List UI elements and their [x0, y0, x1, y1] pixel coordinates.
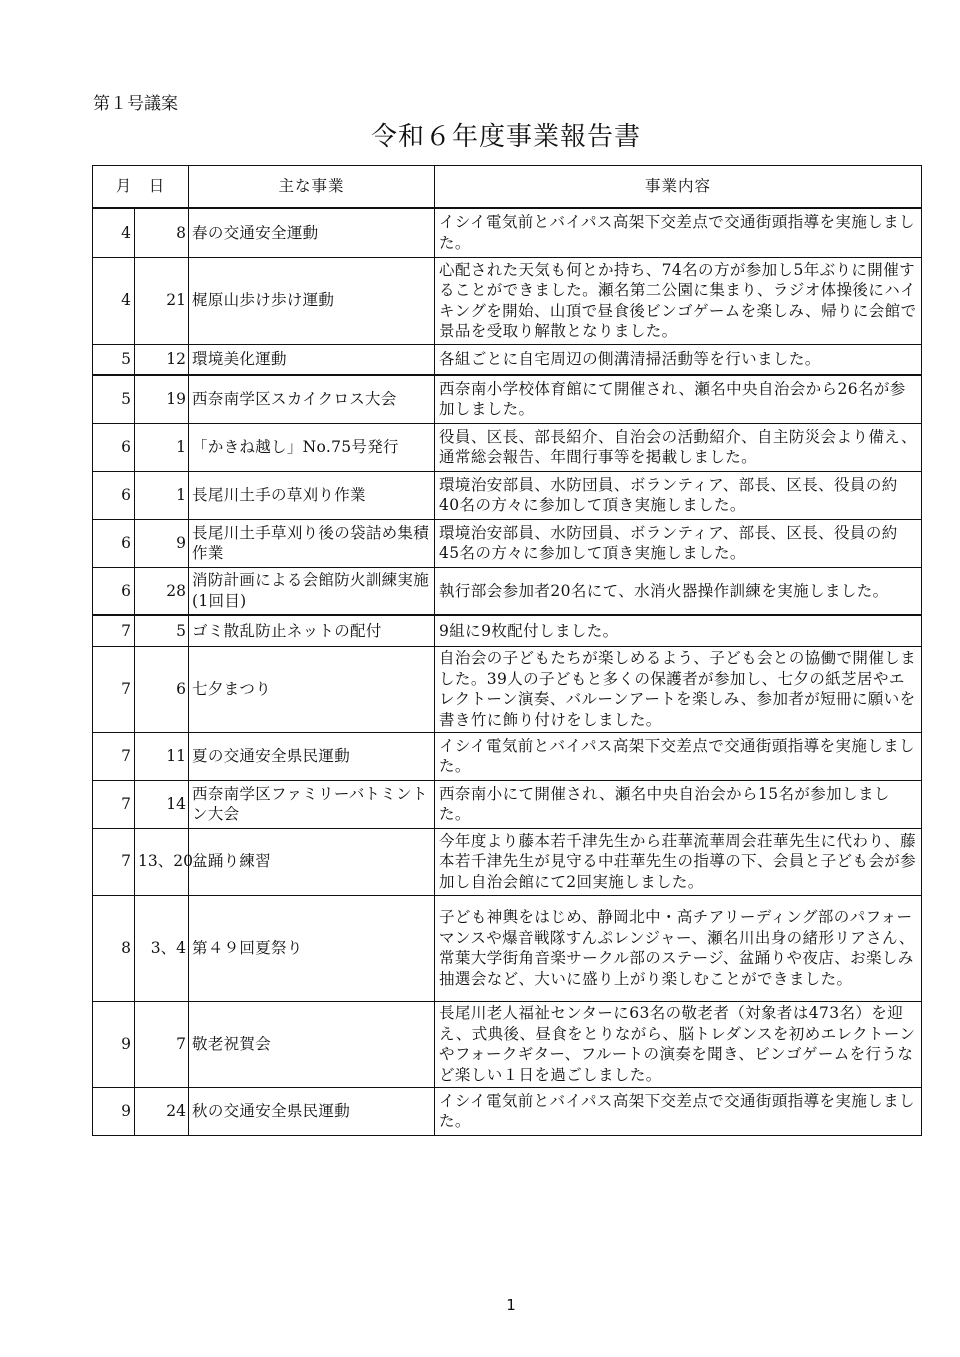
row-event: 第４９回夏祭り — [189, 895, 435, 1001]
row-event: 西奈南学区ファミリーバトミントン大会 — [189, 780, 435, 828]
row-details: 西奈南小にて開催され、瀬名中央自治会から15名が参加しました。 — [435, 780, 922, 828]
row-month: 7 — [93, 732, 135, 780]
table-row — [93, 828, 922, 895]
row-month: 6 — [93, 567, 135, 615]
row-event: ゴミ散乱防止ネットの配付 — [189, 615, 435, 646]
row-event: 春の交通安全運動 — [189, 208, 435, 257]
table-row — [93, 471, 922, 519]
row-details: 今年度より藤本若千津先生から荘華流華周会荘華先生に代わり、藤本若千津先生が見守る中荘華先生の指導の下、会員と子ども会が参加し自治会館にて2回実施しました。 — [435, 828, 922, 895]
row-details: 環境治安部員、水防団員、ボランティア、部長、区長、役員の約45名の方々に参加して頂き実施しました。 — [435, 519, 922, 567]
row-month: 5 — [93, 375, 135, 423]
agenda-label: 第１号議案 — [93, 94, 178, 114]
table-row — [93, 895, 922, 1001]
row-event: 消防計画による会館防火訓練実施(1回目) — [189, 567, 435, 615]
row-month: 9 — [93, 1001, 135, 1087]
row-details: イシイ電気前とバイパス高架下交差点で交通街頭指導を実施しました。 — [435, 1087, 922, 1135]
row-event: 梶原山歩け歩け運動 — [189, 257, 435, 344]
table-row — [93, 780, 922, 828]
table-row — [93, 567, 922, 615]
row-day: 12 — [135, 344, 189, 375]
col-header-month-day: 月 日 — [93, 166, 189, 209]
row-day: 11 — [135, 732, 189, 780]
row-details: 長尾川老人福祉センターに63名の敬老者（対象者は473名）を迎え、式典後、昼食をとりながら、脳トレダンスを初めエレクトーンやフォークギター、フルートの演奏を聞き、ビンゴゲームを行うなど楽しい１日を過ごしました。 — [435, 1001, 922, 1087]
row-event: 七夕まつり — [189, 646, 435, 732]
row-day: 1 — [135, 471, 189, 519]
row-day: 7 — [135, 1001, 189, 1087]
row-event: 盆踊り練習 — [189, 828, 435, 895]
row-event: 長尾川土手草刈り後の袋詰め集積作業 — [189, 519, 435, 567]
row-details: イシイ電気前とバイパス高架下交差点で交通街頭指導を実施しました。 — [435, 208, 922, 257]
row-event: 長尾川土手の草刈り作業 — [189, 471, 435, 519]
row-details: 役員、区長、部長紹介、自治会の活動紹介、自主防災会より備え、通常総会報告、年間行事等を掲載しました。 — [435, 423, 922, 471]
row-details: 子ども神輿をはじめ、静岡北中・高チアリーディング部のパフォーマンスや爆音戦隊すんぷレンジャー、瀬名川出身の緒形リアさん、常葉大学街角音楽サークル部のステージ、盆踊りや夜店、お楽しみ抽選会など、大いに盛り上がり楽しむことができました。 — [435, 895, 922, 1001]
row-details: 9組に9枚配付しました。 — [435, 615, 922, 646]
row-details: 執行部会参加者20名にて、水消火器操作訓練を実施しました。 — [435, 567, 922, 615]
row-month: 4 — [93, 208, 135, 257]
row-month: 6 — [93, 471, 135, 519]
row-day: 6 — [135, 646, 189, 732]
table-row — [93, 344, 922, 375]
table-row — [93, 423, 922, 471]
row-month: 7 — [93, 780, 135, 828]
report-table — [92, 165, 922, 1136]
row-event: 夏の交通安全県民運動 — [189, 732, 435, 780]
row-month: 5 — [93, 344, 135, 375]
row-details: 環境治安部員、水防団員、ボランティア、部長、区長、役員の約40名の方々に参加して頂き実施しました。 — [435, 471, 922, 519]
table-row — [93, 1001, 922, 1087]
row-day: 14 — [135, 780, 189, 828]
col-header-event: 主な事業 — [189, 166, 435, 209]
table-row — [93, 615, 922, 646]
row-month: 9 — [93, 1087, 135, 1135]
row-month: 6 — [93, 423, 135, 471]
row-day: 24 — [135, 1087, 189, 1135]
table-row — [93, 208, 922, 257]
row-day: 3、4 — [135, 895, 189, 1001]
row-month: 8 — [93, 895, 135, 1001]
page-number: 1 — [506, 1296, 516, 1314]
row-month: 7 — [93, 828, 135, 895]
row-month: 6 — [93, 519, 135, 567]
row-details: イシイ電気前とバイパス高架下交差点で交通街頭指導を実施しました。 — [435, 732, 922, 780]
row-day: 13、20 — [135, 828, 189, 895]
row-details: 西奈南小学校体育館にて開催され、瀬名中央自治会から26名が参加しました。 — [435, 375, 922, 423]
row-day: 9 — [135, 519, 189, 567]
row-day: 21 — [135, 257, 189, 344]
row-day: 19 — [135, 375, 189, 423]
table-row — [93, 519, 922, 567]
row-event: 敬老祝賀会 — [189, 1001, 435, 1087]
row-event: 「かきね越し」No.75号発行 — [189, 423, 435, 471]
row-day: 8 — [135, 208, 189, 257]
row-details: 各組ごとに自宅周辺の側溝清掃活動等を行いました。 — [435, 344, 922, 375]
row-day: 1 — [135, 423, 189, 471]
row-month: 7 — [93, 615, 135, 646]
row-day: 28 — [135, 567, 189, 615]
report-title: 令和６年度事業報告書 — [370, 122, 641, 152]
table-row — [93, 375, 922, 423]
table-row — [93, 1087, 922, 1135]
row-details: 心配された天気も何とか持ち、74名の方が参加し5年ぶりに開催することができました。瀬名第二公園に集まり、ラジオ体操後にハイキングを開始、山頂で昼食後ビンゴゲームを楽しみ、帰りに会館で景品を受取り解散となりました。 — [435, 257, 922, 344]
table-header-row — [93, 166, 922, 209]
row-event: 西奈南学区スカイクロス大会 — [189, 375, 435, 423]
row-month: 4 — [93, 257, 135, 344]
table-row — [93, 732, 922, 780]
row-month: 7 — [93, 646, 135, 732]
row-details: 自治会の子どもたちが楽しめるよう、子ども会との協働で開催しました。39人の子どもと多くの保護者が参加し、七夕の紙芝居やエレクトーン演奏、バルーンアートを楽しみ、参加者が短冊に願いを書き竹に飾り付けをしました。 — [435, 646, 922, 732]
row-event: 環境美化運動 — [189, 344, 435, 375]
col-header-details: 事業内容 — [435, 166, 922, 209]
row-day: 5 — [135, 615, 189, 646]
table-row — [93, 257, 922, 344]
table-row — [93, 646, 922, 732]
row-event: 秋の交通安全県民運動 — [189, 1087, 435, 1135]
